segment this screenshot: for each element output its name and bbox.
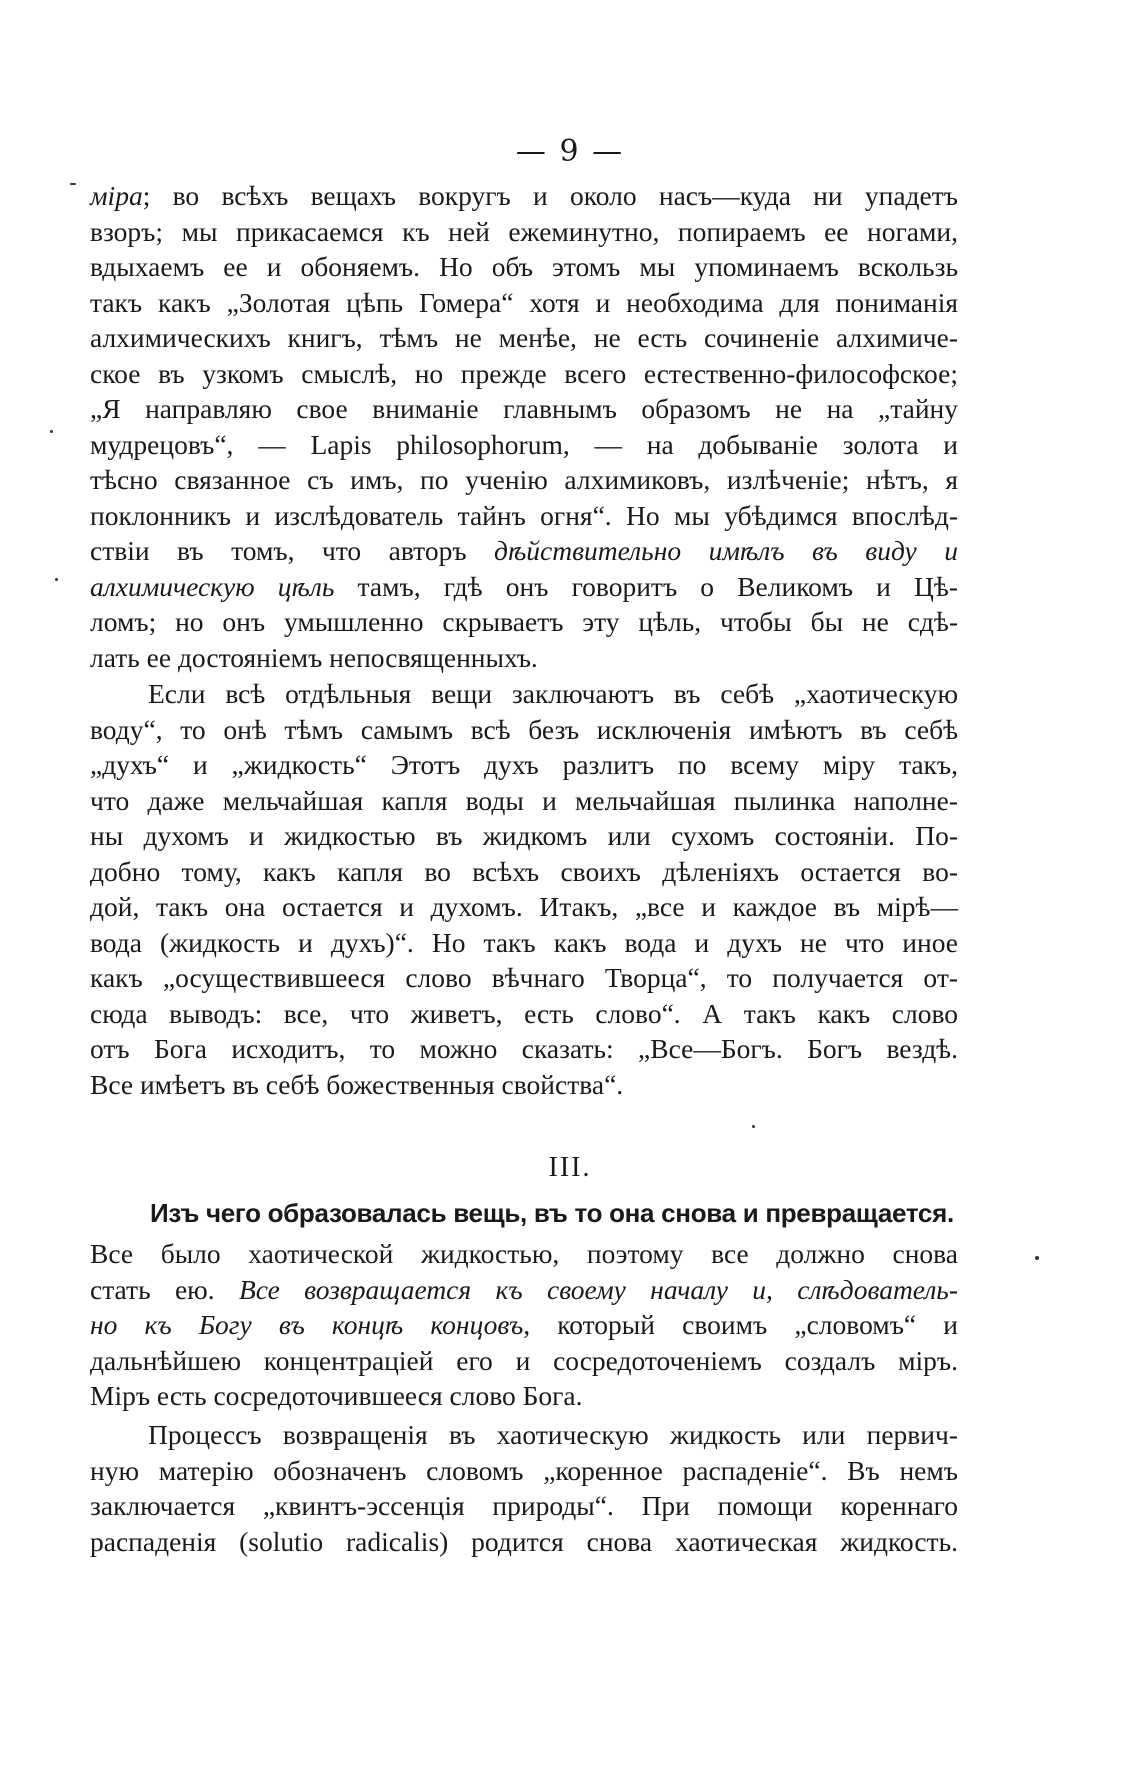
text-line [90, 1453, 958, 1489]
paragraph-continued [90, 178, 958, 675]
paragraph-all-returns [90, 1236, 958, 1414]
text-line [90, 854, 958, 890]
text-line [90, 427, 958, 463]
text-run: вдыхаемъ ее и обоняемъ. Но объ этомъ мы упоминаемъ вскользь [90, 251, 958, 282]
scan-speck [50, 430, 53, 433]
paragraph-1 [90, 178, 958, 675]
text-line [90, 1488, 958, 1524]
page-number: — 9 — [515, 134, 625, 169]
text-line [90, 996, 958, 1032]
text-line [90, 1307, 958, 1343]
text-run: , который своимъ „словомъ“ и [523, 1309, 959, 1340]
text-line [90, 1272, 958, 1308]
text-run: ствіи въ томъ, что авторъ [90, 535, 495, 566]
section-number: III. [548, 1152, 592, 1183]
italic-text: но къ Богу въ концѣ концовъ [90, 1309, 524, 1340]
text-run: какъ „осуществившееся слово вѣчнаго Творца“, то получается от- [90, 962, 958, 993]
scan-speck [55, 578, 58, 581]
text-run: тѣсно связанное съ имъ, по ученію алхимиковъ, излѣченіе; нѣтъ, я [90, 464, 958, 495]
scan-speck [70, 183, 76, 185]
text-line [90, 1417, 958, 1453]
italic-text: алхимическую цѣль [90, 570, 335, 602]
text-run: тамъ, гдѣ онъ говоритъ о Великомъ и Цѣ- [334, 570, 958, 602]
section-title: Изъ чего образовалась вещь, въ то она снова и превращается. [150, 1198, 954, 1228]
paragraph-3 [90, 1236, 958, 1414]
text-run: Міръ есть сосредоточившееся слово Бога. [90, 1380, 583, 1411]
text-run: отъ Бога исходитъ, то можно сказать: „Все—Богъ. Богъ вездѣ. [90, 1033, 958, 1064]
italic-text: міра [90, 180, 143, 211]
italic-text: Все возвращается къ своему началу и, слѣдователь- [238, 1273, 958, 1305]
text-run: Все было хаотической жидкостью, поэтому все должно снова [90, 1238, 958, 1269]
text-line [90, 249, 958, 285]
text-run: „Я направляю свое вниманіе главнымъ образомъ не на „тайну [90, 393, 958, 424]
text-run: взоръ; мы прикасаемся къ ней ежеминутно, попираемъ ее ногами, [90, 215, 958, 247]
paragraph-radical-decay [90, 1417, 958, 1559]
text-line [90, 1524, 958, 1560]
text-run: дальнѣйшею концентраціей его и сосредоточеніемъ создалъ міръ. [90, 1344, 958, 1376]
paragraph-2 [90, 676, 958, 1102]
text-run: сюда выводъ: все, что живетъ, есть слово“. А такъ какъ слово [90, 997, 958, 1029]
text-line [90, 569, 958, 605]
text-run: воду“, то онѣ тѣмъ самымъ всѣ безъ исключенія имѣютъ въ себѣ [90, 713, 958, 745]
scan-speck [752, 1125, 755, 1128]
text-line [90, 498, 958, 534]
text-run: Процессъ возвращенія въ хаотическую жидкость или первич- [148, 1419, 958, 1450]
text-run: такъ какъ „Золотая цѣпь Гомера“ хотя и необходима для пониманія [90, 286, 958, 318]
paragraph-4 [90, 1417, 958, 1559]
italic-text: дѣйствительно имѣлъ въ виду и [494, 535, 958, 566]
text-run: Все имѣетъ въ себѣ божественныя свойства“. [90, 1068, 624, 1100]
text-line [90, 178, 958, 214]
text-run: Если всѣ отдѣльныя вещи заключаютъ въ себѣ „хаотическую [148, 678, 958, 709]
text-line [90, 356, 958, 392]
text-run: ломъ; но онъ умышленно скрываетъ эту цѣль, чтобы бы не сдѣ- [90, 606, 958, 637]
text-run: лать ее достояніемъ непосвященныхъ. [90, 641, 538, 673]
text-line [90, 640, 958, 676]
text-line [90, 925, 958, 961]
scan-speck [1035, 1256, 1039, 1260]
text-line [90, 783, 958, 819]
text-run: ; во всѣхъ вещахъ вокругъ и около насъ—куда ни упадетъ [142, 180, 958, 211]
text-line [90, 747, 958, 783]
text-run: заключается „квинтъ-эссенція природы“. При помощи кореннаго [90, 1490, 958, 1521]
text-run: алхимическихъ книгъ, тѣмъ не менѣе, не есть сочиненіе алхимиче- [90, 322, 958, 353]
text-run: что даже мельчайшая капля воды и мельчайшая пылинка наполне- [90, 784, 958, 816]
text-line [90, 889, 958, 925]
text-run: „духъ“ и „жидкость“ Этотъ духъ разлитъ по всему міру такъ, [90, 749, 958, 780]
text-run: стать ею. [90, 1273, 239, 1305]
paragraph-chaotic-water [90, 676, 958, 1102]
text-run: дой, такъ она остается и духомъ. Итакъ, „все и каждое въ мірѣ— [90, 891, 958, 922]
text-run: поклонникъ и изслѣдователь тайнъ огня“. Но мы убѣдимся впослѣд- [90, 499, 958, 531]
text-line [90, 1236, 958, 1272]
text-line [90, 1343, 958, 1379]
text-line [90, 1031, 958, 1067]
text-run: добно тому, какъ капля во всѣхъ своихъ дѣленіяхъ остается во- [90, 855, 958, 887]
text-line [90, 320, 958, 356]
text-run: распаденія (solutio radicalis) родится снова хаотическая жидкость. [90, 1525, 958, 1557]
text-run: ную матерію обозначенъ словомъ „коренное распаденіе“. Въ немъ [90, 1454, 958, 1486]
text-line [90, 960, 958, 996]
text-line [90, 533, 958, 569]
text-run: вода (жидкость и духъ)“. Но такъ какъ вода и духъ не что иное [90, 926, 958, 958]
text-line [90, 462, 958, 498]
text-run: ны духомъ и жидкостью въ жидкомъ или сухомъ состояніи. По- [90, 820, 958, 851]
text-line [90, 285, 958, 321]
text-line [90, 818, 958, 854]
text-line [90, 604, 958, 640]
text-line [90, 712, 958, 748]
text-line [90, 676, 958, 712]
text-run: ское въ узкомъ смыслѣ, но прежде всего естественно-философское; [90, 357, 958, 389]
text-line [90, 1067, 958, 1103]
text-line [90, 1378, 958, 1414]
text-line [90, 391, 958, 427]
text-run: мудрецовъ“, — Lapis philosophorum, — на добываніе золота и [90, 428, 958, 460]
text-line [90, 214, 958, 250]
